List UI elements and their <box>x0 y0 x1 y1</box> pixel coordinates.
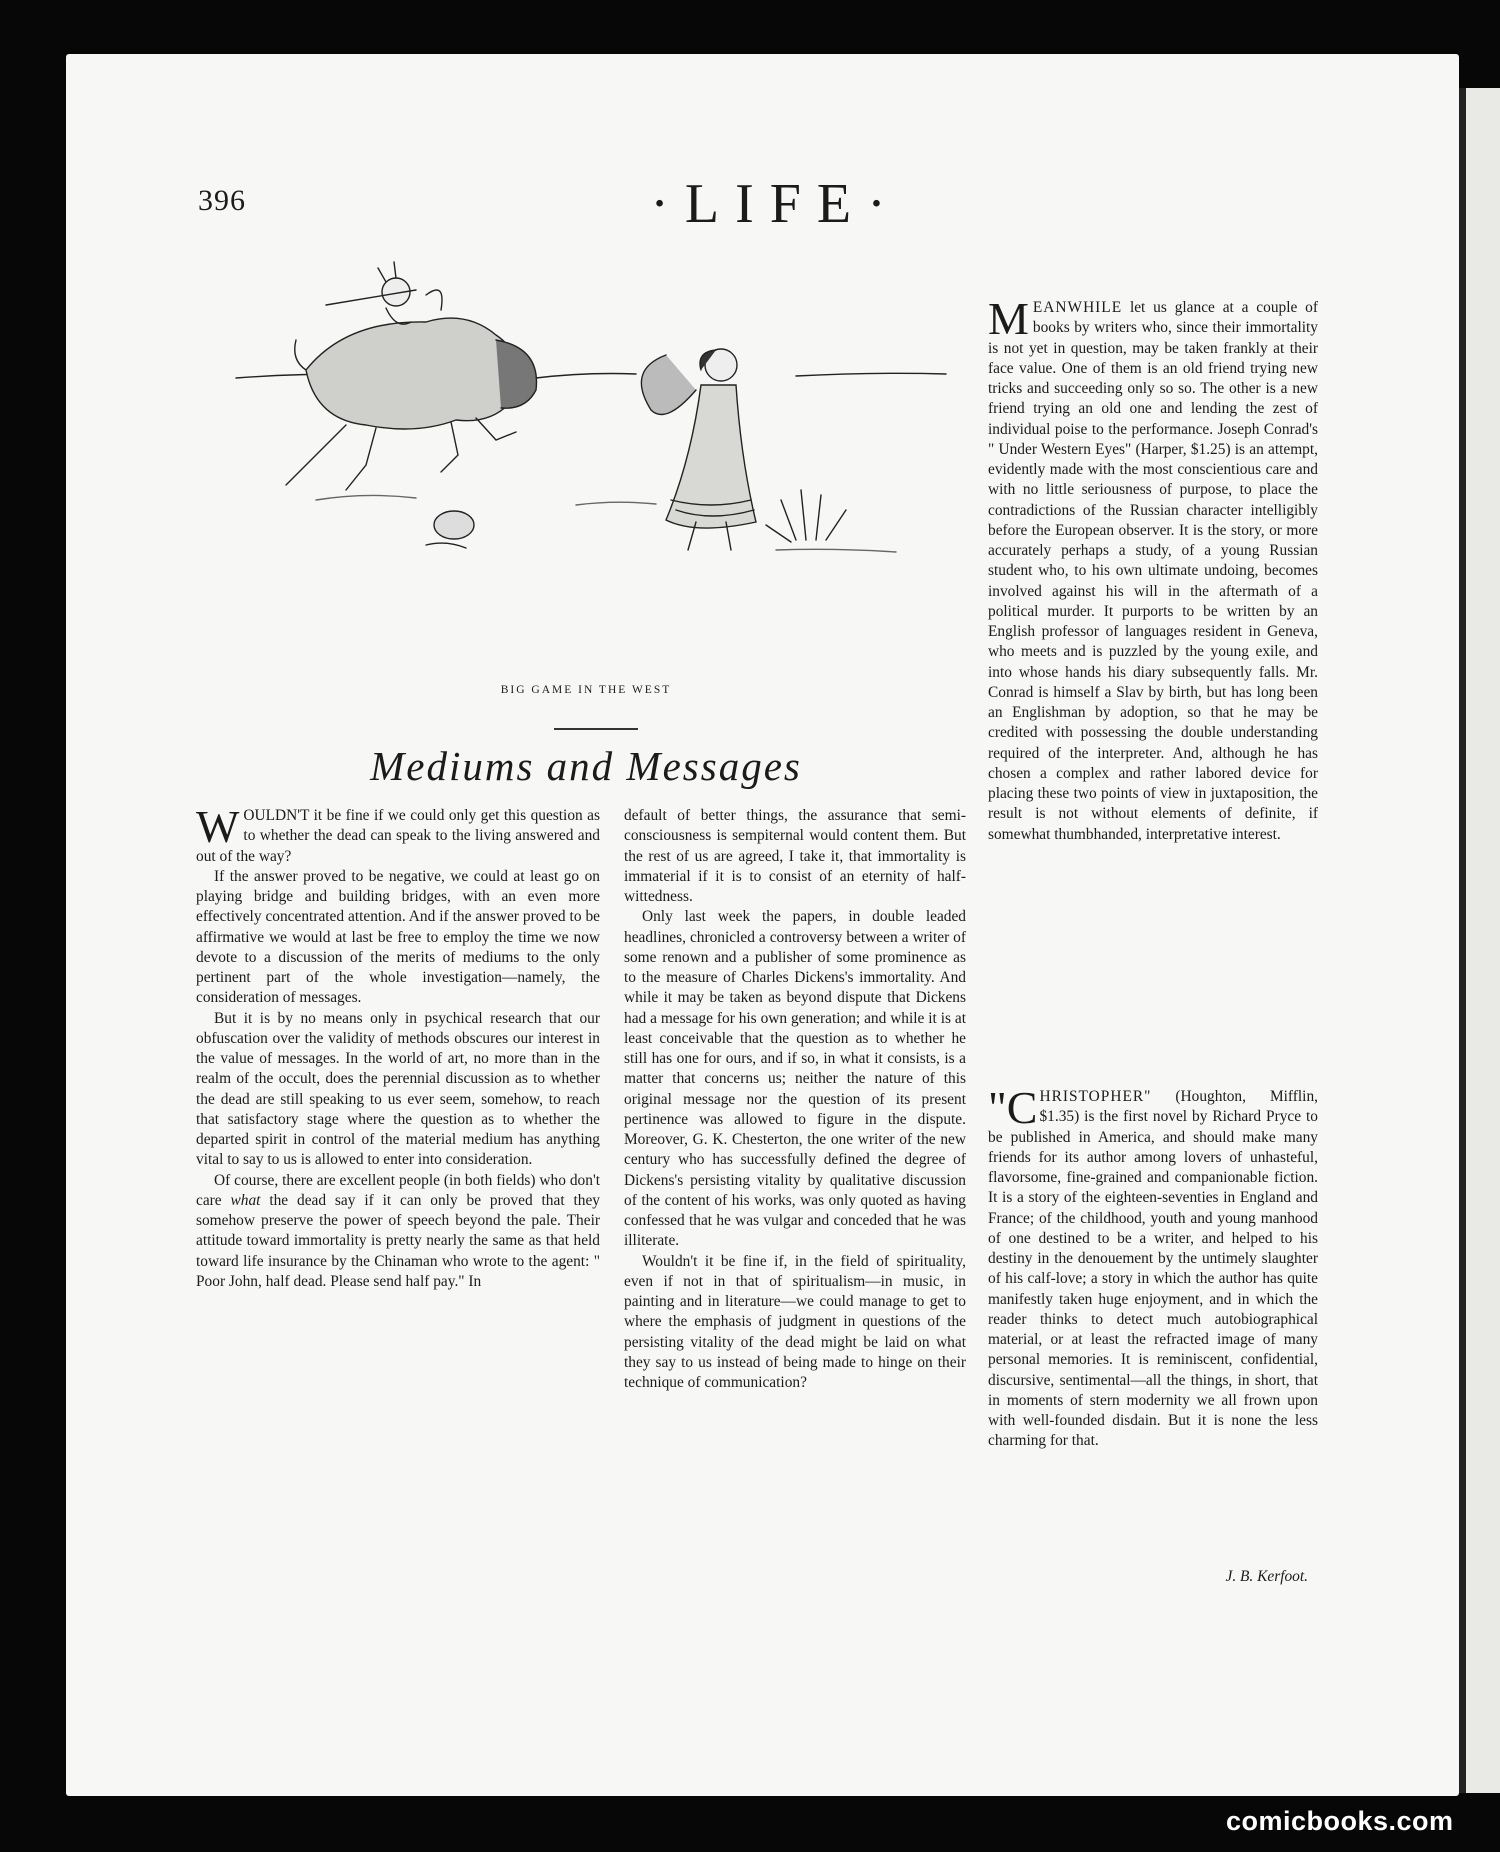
next-page-edge <box>1466 88 1500 1793</box>
horizon-line-mid <box>536 374 636 379</box>
paragraph: If the answer proved to be negative, we could at least go on playing bridge and building bridges, with an even more effectively concentrated attention. And if the answer proved to be affirmative we would at last be free to employ the time we now devote to a discussion of the merits of mediums to the only pertinent part of the whole investigation—namely, the consideration of messages. <box>196 867 600 1007</box>
review-column-christopher <box>988 1082 1318 1452</box>
agave-plant <box>766 490 846 542</box>
buffalo-leg-back <box>286 425 346 485</box>
article-column-2 <box>624 806 966 1393</box>
article-column-1 <box>196 801 600 1292</box>
buffalo-leg-front2 <box>476 418 516 440</box>
paragraph: Only last week the papers, in double leaded headlines, chronicled a controversy between a writer of some renown and a publisher of some prominence as to the measure of Charles Dickens's immortality. And while it may be taken as beyond dispute that Dickens had a message for his own generation; and while it is at least conceivable that the question as to whether he still has one for ours, and if so, in what it consists, is a matter that concerns us; neither the nature of this original message nor the question of its present pertinence was allowed to figure in the dispute. Moreover, G. K. Chesterton, the one writer of the new century who has successfully defined the degree of Dickens's persisting vitality by qualitative discussion of the content of his works, was only quoted as having confessed that he was vulgar and conceded that he was illiterate. <box>624 908 966 1250</box>
page-number: 396 <box>198 184 246 217</box>
buffalo-tail <box>295 340 306 370</box>
paragraph: default of better things, the assurance that semi-consciousness is sempiternal would content them. But the rest of us are agreed, I take it, that immortality is immaterial if it is to consist of an eternity of half-wittedness. <box>624 807 966 905</box>
ground-shading <box>316 495 896 552</box>
buffalo-leg-front <box>441 422 458 472</box>
broken-pot <box>434 511 474 539</box>
emphasis: what <box>230 1191 261 1209</box>
author-signature: J. B. Kerfoot. <box>1225 1568 1308 1585</box>
masthead: ·LIFE· <box>650 173 902 235</box>
paragraph: But it is by no means only in psychical research that our obfuscation over the validity of methods obscures our interest in the value of messages. In the world of art, no more than in the realm of the occult, does the perennial discussion as to whether the dead are still speaking to us ever seem, somehow, to reach that satisfactory stage where the question as to whether the departed spirit in control of the material medium has anything vital to say to us is allowed to enter into consideration. <box>196 1009 600 1169</box>
title-rule <box>554 728 638 730</box>
pot-shadow <box>426 543 466 548</box>
paragraph: "CHRISTOPHER" (Houghton, Mifflin, $1.35) is the first novel by Richard Pryce to be published in America, and should make many friends for its author among lovers of unhasteful, flavorsome, fine-grained and companionable fiction. It is a story of the eighteen-seventies in England and France; of the childhood, youth and young manhood of one destined to be a writer, and helped to his destiny in the denouement by the untimely slaughter of his calf-love; a story in which the author has quite manifestly taken huge enjoyment, and in which the reader thinks to detect much autobiographical material, or at least the refracted image of many personal memories. It is reminiscent, confidential, discursive, sentimental—all the things, in short, that in moments of stern modernity we all frown upon with well-founded disdain. But it is none the less charming for that. <box>988 1082 1318 1450</box>
horizon-line-right <box>796 373 946 376</box>
paragraph: WOULDN'T it be fine if we could only get this question as to whether the dead can speak to the living answered and out of the way? <box>196 801 600 865</box>
paragraph: Wouldn't it be fine if, in the field of spirituality, even if not in that of spiritualism—in music, in painting and in literature—we could manage to get to where the emphasis of judgment in questions of the persisting vitality of the dead might be laid on what they say to us instead of being made to hinge on their technique of communication? <box>624 1252 966 1391</box>
site-watermark: comicbooks.com <box>1226 1806 1454 1836</box>
buffalo-head <box>496 340 537 408</box>
drop-cap: "C <box>988 1082 1038 1133</box>
paragraph: Of course, there are excellent people (in both fields) who don't care what the dead say if it can only be proved that they somehow preserve the power of speech beyond the pale. Their attitude toward immortality is pretty nearly the same as that held toward life insurance by the Chinaman who wrote to the agent: " Poor John, half dead. Please send half pay." In <box>196 1171 600 1290</box>
cartoon-illustration <box>196 260 976 680</box>
buffalo-body <box>306 318 519 429</box>
magazine-page <box>66 54 1459 1796</box>
buffalo-leg-back2 <box>346 428 376 490</box>
rider-bow <box>426 290 442 310</box>
drop-cap: M <box>988 293 1029 344</box>
illustration-caption: BIG GAME IN THE WEST <box>500 684 672 696</box>
article-title: Mediums and Messages <box>370 743 802 789</box>
drop-cap: W <box>196 801 240 852</box>
review-column-conrad <box>988 293 1318 845</box>
woman-bundle <box>641 355 696 415</box>
paragraph: MEANWHILE let us glance at a couple of books by writers who, since their immortality is not yet in question, may be taken frankly at their face value. One of them is an old friend trying new tricks and succeeding only so so. The other is a new friend trying an old one and lending the zest of individual poise to the performance. Joseph Conrad's " Under Western Eyes" (Harper, $1.25) is an attempt, evidently made with the most conscientious care and with no little seriousness of purpose, to place the contradictions of the Russian character intelligibly before the European observer. It is the story, or more accurately perhaps a study, of a young Russian student who, to his own ultimate undoing, becomes involved against his will in the aftermath of a political murder. It purports to be written by an English professor of languages resident in Geneva, who meets and is puzzled by the young exile, and into whose hands his diary subsequently falls. Mr. Conrad is himself a Slav by birth, but has long been an Englishman by adoption, so that he may be credited with possessing the double understanding required of the interpreter. And, although he has chosen a complex and rather labored device for placing these two points of view in juxtaposition, the result is not without elements of definite, if somewhat thumbhanded, interpretative interest. <box>988 293 1318 843</box>
